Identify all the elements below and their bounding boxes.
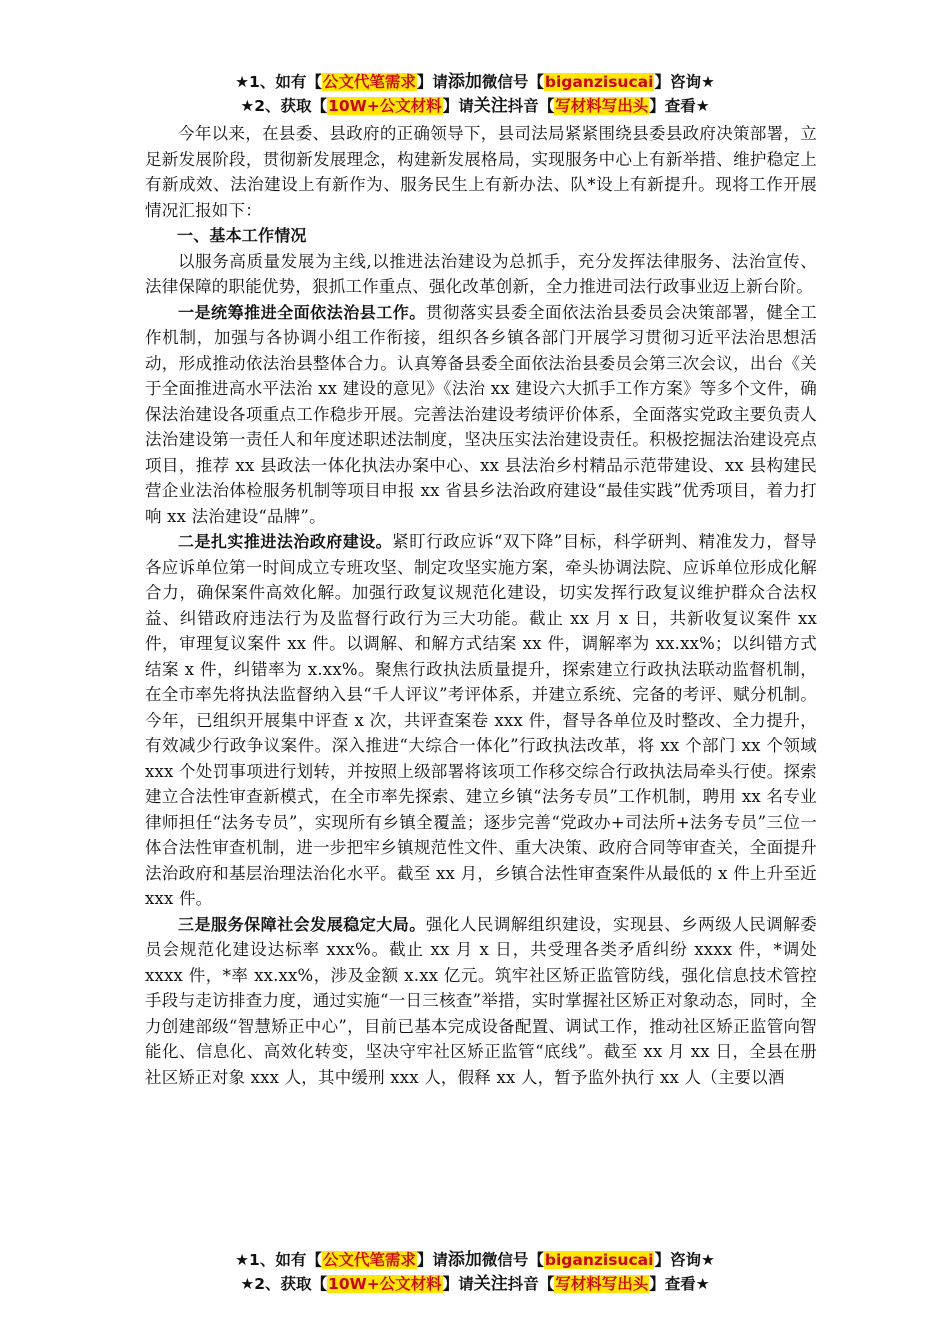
promo-highlight: 公文代笔需求 <box>322 1251 416 1269</box>
promo-text: ★2、获取【 <box>240 1275 328 1293</box>
promo-text: 】查看★ <box>649 97 710 115</box>
promo-emphasis: 添加 <box>447 72 482 92</box>
promo-text: 】请 <box>442 97 474 115</box>
promo-text: 】请 <box>416 1251 448 1269</box>
promo-highlight: 10W+公文材料 <box>328 97 442 115</box>
section-2-paragraph <box>145 529 817 912</box>
top-promo-banner <box>0 70 950 118</box>
section-3-lead: 三是服务保障社会发展稳定大局。 <box>178 914 426 934</box>
promo-text: ★1、如有【 <box>235 1251 322 1269</box>
promo-highlight: 10W+公文材料 <box>328 1275 442 1293</box>
promo-highlight: biganzisucai <box>544 73 654 91</box>
promo-line-2 <box>0 94 950 118</box>
promo-text: 】咨询★ <box>654 73 715 91</box>
section-1-body: 贯彻落实县委全面依法治县委员会决策部署，健全工作机制，加强与各协调小组工作衔接，组织各乡镇各部门开展学习贯彻习近平法治思想活动，形成推动依法治县整体合力。认真筹备县委全面依法治县委员会第三次会议，出台《关于全面推进高水平法治 xx 建设的意见》《法治 xx 建设六大抓手工作方案》等多个文件，确保法治建设各项重点工作稳步开展。完善法治建设考绩评价体系，全面落实党政主要负责人法治建设第一责任人和年度述职述法制度，坚决压实法治建设责任。积极挖掘法治建设亮点项目，推荐 xx 县政法一体化执法办案中心、xx 县法治乡村精品示范带建设、xx 县构建民营企业法治体检服务机制等项目申报 xx 省县乡法治政府建设“最佳实践”优秀项目，着力打响 xx 法治建设“品牌”。 <box>145 302 817 526</box>
intro-paragraph: 今年以来，在县委、县政府的正确领导下，县司法局紧紧围绕县委县政府决策部署，立足新发展阶段，贯彻新发展理念，构建新发展格局，实现服务中心上有新举措、维护稳定上有新成效、法治建设上有新作为、服务民生上有新办法、队*设上有新提升。现将工作开展情况汇报如下： <box>145 124 817 220</box>
promo-emphasis: 关注 <box>473 1274 508 1294</box>
promo-highlight: 写材料写出头 <box>555 97 649 115</box>
section-2-lead: 二是扎实推进法治政府建设。 <box>178 532 393 551</box>
promo-text: 抖音【 <box>507 1275 555 1293</box>
section-1-lead: 一是统筹推进全面依法治县工作。 <box>178 302 426 322</box>
section-3-paragraph <box>145 912 817 1091</box>
summary-paragraph: 以服务高质量发展为主线,以推进法治建设为总抓手，充分发挥法律服务、法治宣传、法律保障的职能优势，狠抓工作重点、强化改革创新，全力推进司法行政事业迈上新台阶。 <box>145 251 817 296</box>
promo-text: ★2、获取【 <box>240 97 328 115</box>
promo-text: 抖音【 <box>507 97 555 115</box>
promo-highlight: 公文代笔需求 <box>322 73 416 91</box>
document-body <box>145 121 817 1090</box>
section-1-paragraph <box>145 300 817 530</box>
promo-text: 微信号【 <box>481 1251 544 1269</box>
promo-text: 】请 <box>442 1275 474 1293</box>
promo-emphasis: 关注 <box>473 96 508 116</box>
bottom-promo-banner <box>0 1248 950 1296</box>
section-3-body: 强化人民调解组织建设，实现县、乡两级人民调解委员会规范化建设达标率 xxx%。截止 xx 月 x 日，共受理各类矛盾纠纷 xxxx 件，*调处 xxxx 件，*率 xx.xx%，涉及金额 x.xx 亿元。筑牢社区矫正监管防线，强化信息技术管控手段与走访排查力度，通过实施“一日三核查”举措，实时掌握社区矫正对象动态，同时，全力创建部级“智慧矫正中心”，目前已基本完成设备配置、调试工作，推动社区矫正监管向智能化、信息化、高效化转变，坚决守牢社区矫正监管“底线”。截至 xx 月 xx 日，全县在册社区矫正对象 xxx 人，其中缓刑 xxx 人，假释 xx 人，暂予监外执行 xx 人（主要以酒 <box>145 914 817 1087</box>
promo-emphasis: 添加 <box>447 1250 482 1270</box>
promo-text: 】咨询★ <box>654 1251 715 1269</box>
section-2-body: 紧盯行政应诉“双下降”目标，科学研判、精准发力，督导各应诉单位第一时间成立专班攻坚、制定攻坚实施方案，牵头协调法院、应诉单位形成化解合力，确保案件高效化解。加强行政复议规范化建设，切实发挥行政复议维护群众合法权益、纠错政府违法行为及监督行政行为三大功能。截止 xx 月 x 日，共新收复议案件 xx 件，审理复议案件 xx 件。以调解、和解方式结案 xx 件，调解率为 xx.xx%；以纠错方式结案 x 件，纠错率为 x.xx%。聚焦行政执法质量提升，探索建立行政执法联动监督机制，在全市率先将执法监督纳入县“千人评议”考评体系，并建立系统、完备的考评、赋分机制。今年，已组织开展集中评查 x 次，共评查案卷 xxx 件，督导各单位及时整改、全力提升，有效减少行政争议案件。深入推进“大综合一体化”行政执法改革，将 xx 个部门 xx 个领域 xxx 个处罚事项进行划转，并按照上级部署将该项工作移交综合行政执法局牵头行使。探索建立合法性审查新模式，在全市率先探索、建立乡镇“法务专员”工作机制，聘用 xx 名专业律师担任“法务专员”，实现所有乡镇全覆盖；逐步完善“党政办+司法所+法务专员”三位一体合法性审查机制，进一步把牢乡镇规范性文件、重大决策、政府合同等审查关，全面提升法治政府和基层治理法治化水平。截至 xx 月，乡镇合法性审查案件从最低的 x 件上升至近 xxx 件。 <box>145 532 817 908</box>
promo-highlight: 写材料写出头 <box>555 1275 649 1293</box>
promo-text: 】查看★ <box>649 1275 710 1293</box>
section-heading: 一、基本工作情况 <box>177 226 307 245</box>
promo-highlight: biganzisucai <box>544 1251 654 1269</box>
promo-line-2 <box>0 1272 950 1296</box>
promo-text: 】请 <box>416 73 448 91</box>
promo-line-1 <box>0 70 950 94</box>
promo-text: ★1、如有【 <box>235 73 322 91</box>
promo-text: 微信号【 <box>481 73 544 91</box>
promo-line-1 <box>0 1248 950 1272</box>
